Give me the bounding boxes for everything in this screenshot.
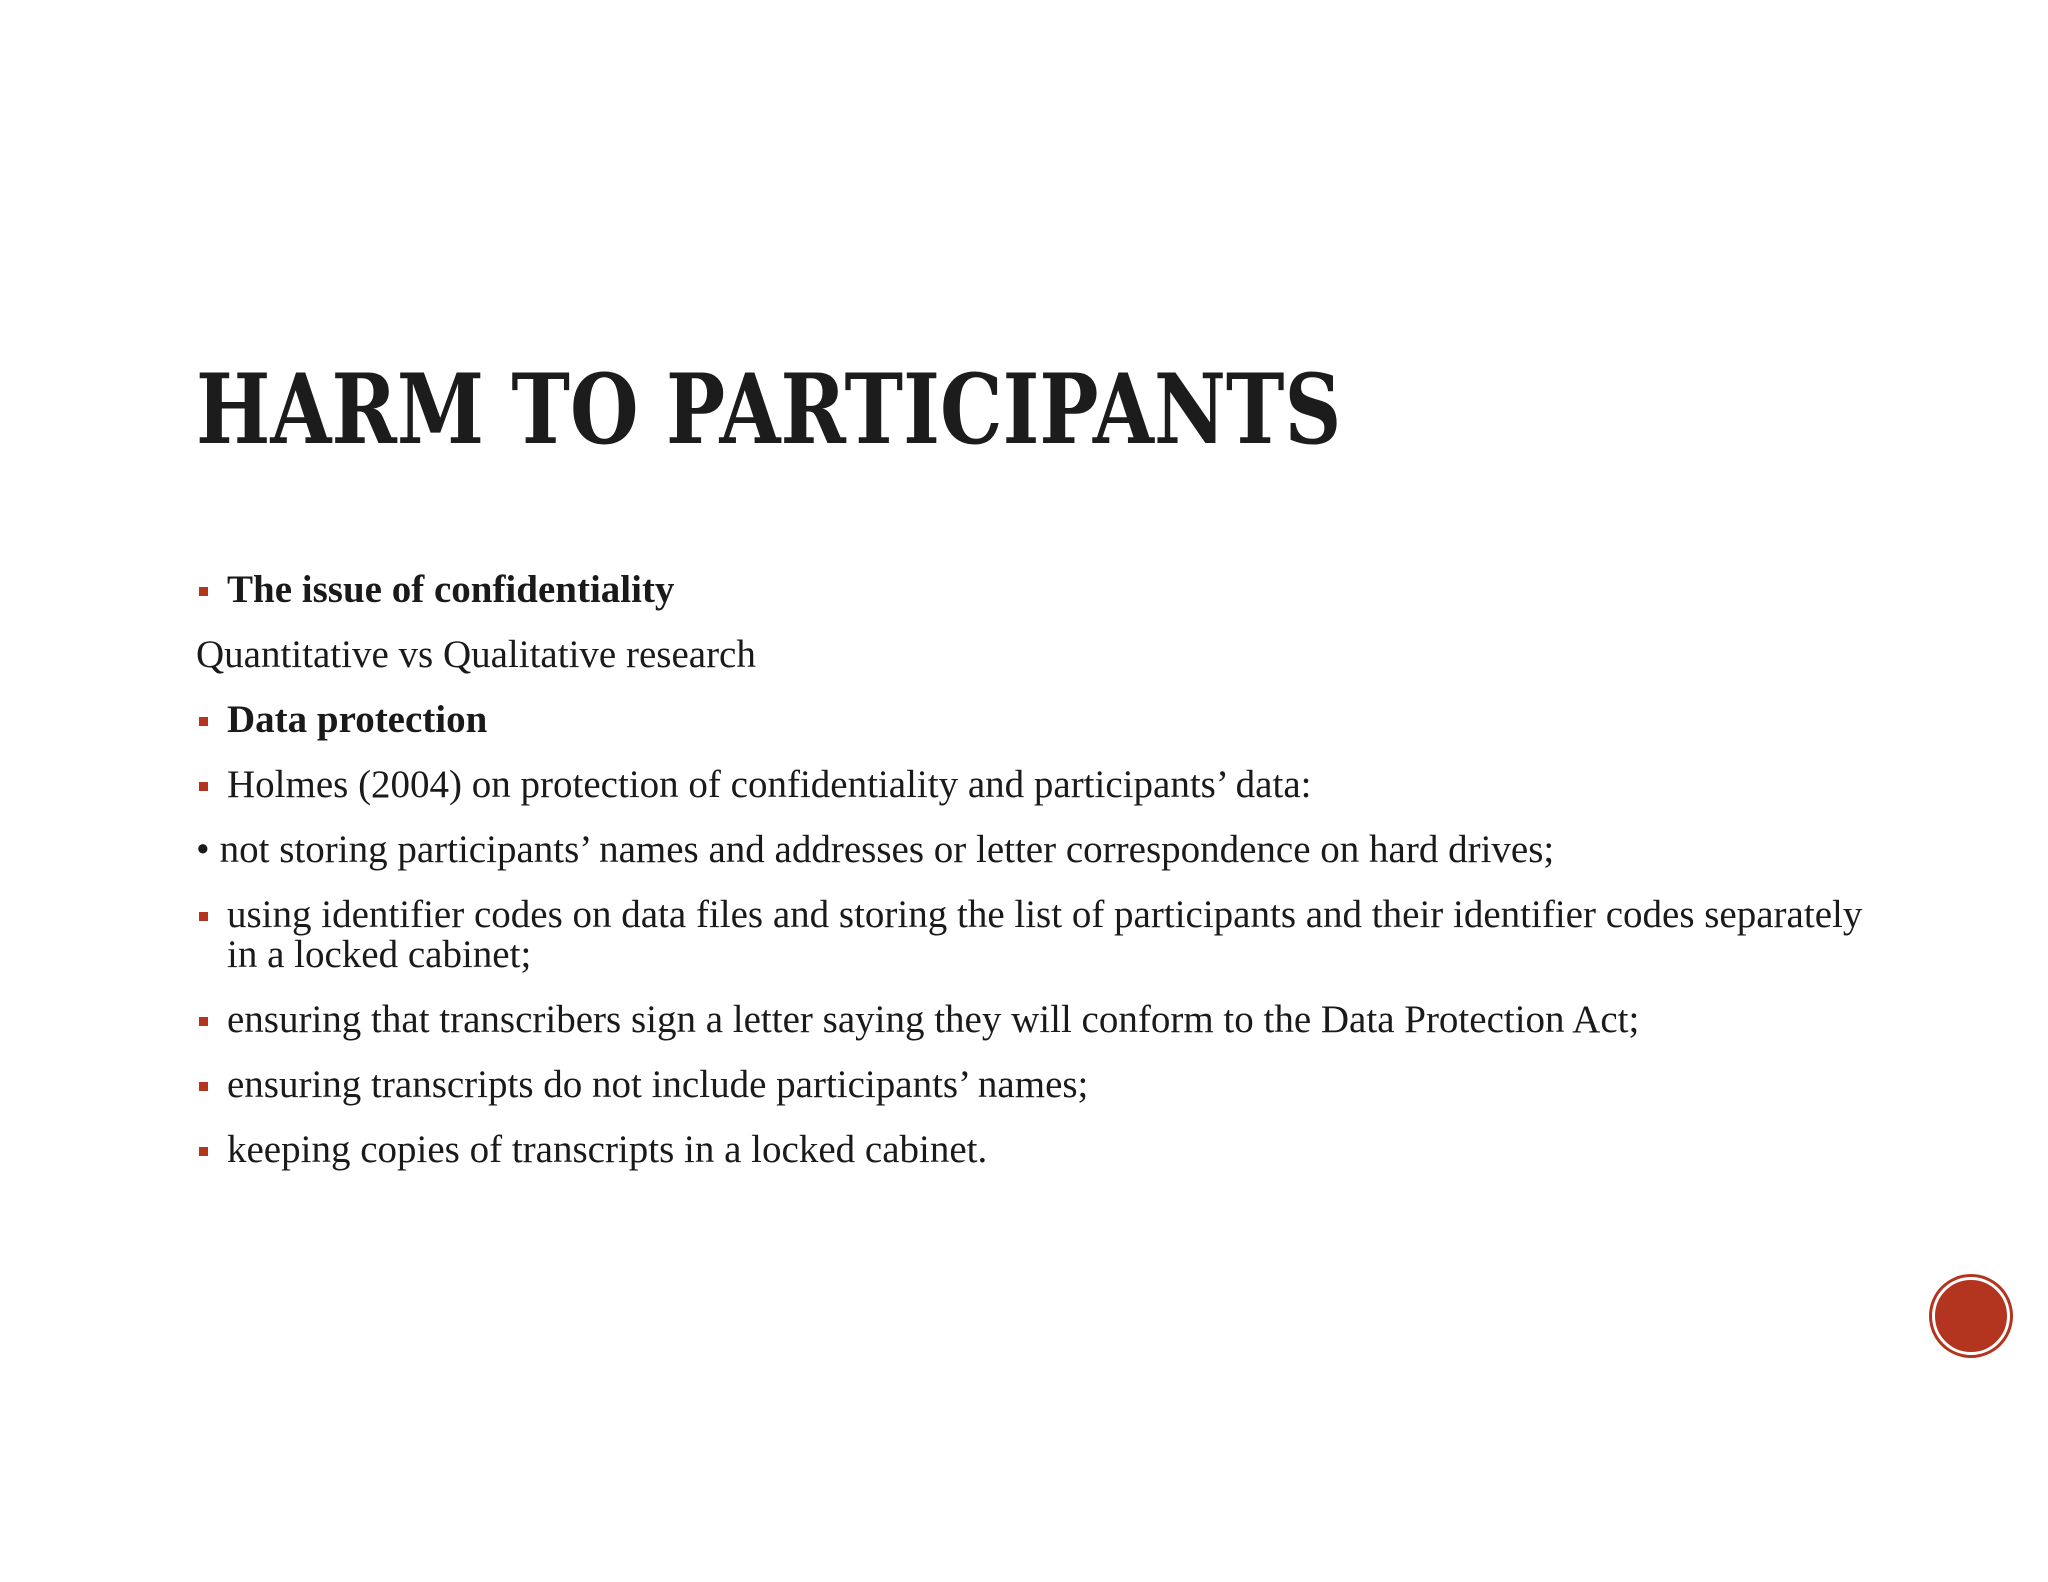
- dot-item: [196, 830, 1896, 870]
- bullet-item: [196, 1130, 1896, 1170]
- bullet-item: [196, 895, 1896, 975]
- bullet-text: using identifier codes on data files and storing the list of participants and their identifier codes separately in a locked cabinet;: [227, 893, 1863, 976]
- bullet-text: ensuring that transcribers sign a letter saying they will conform to the Data Protection Act;: [227, 998, 1640, 1041]
- slide-title: HARM TO PARTICIPANTS: [196, 353, 1342, 466]
- bullet-text: ensuring transcripts do not include participants’ names;: [227, 1063, 1089, 1106]
- square-bullet-icon: [199, 587, 208, 596]
- square-bullet-icon: [199, 1017, 208, 1026]
- dot-bullet-icon: •: [196, 828, 210, 871]
- slide-decoration-circle-icon: [1932, 1277, 2010, 1355]
- bullet-item: [196, 1000, 1896, 1040]
- bullet-text: Data protection: [227, 698, 488, 741]
- bullet-item: [196, 765, 1896, 805]
- bullet-item: [196, 700, 1896, 740]
- square-bullet-icon: [199, 912, 208, 921]
- square-bullet-icon: [199, 717, 208, 726]
- bullet-text: Holmes (2004) on protection of confidentiality and participants’ data:: [227, 763, 1312, 806]
- square-bullet-icon: [199, 782, 208, 791]
- bullet-item: [196, 570, 1896, 610]
- plain-text: Quantitative vs Qualitative research: [196, 633, 756, 676]
- bullet-text: not storing participants’ names and addresses or letter correspondence on hard drives;: [219, 828, 1555, 871]
- plain-item: [196, 635, 1896, 675]
- slide-body: [196, 570, 1896, 1195]
- square-bullet-icon: [199, 1082, 208, 1091]
- square-bullet-icon: [199, 1147, 208, 1156]
- bullet-text: keeping copies of transcripts in a locked cabinet.: [227, 1128, 988, 1171]
- bullet-item: [196, 1065, 1896, 1105]
- bullet-text: The issue of confidentiality: [227, 568, 675, 611]
